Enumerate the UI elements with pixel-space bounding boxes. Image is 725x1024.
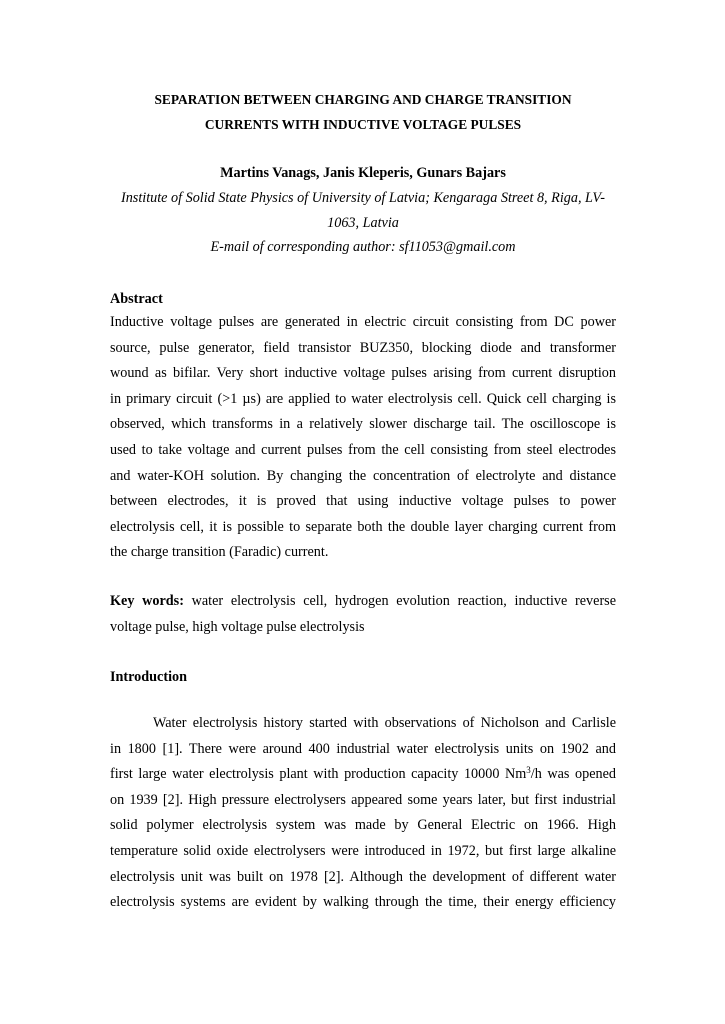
intro-line: in 1800 [1]. There were around 400 industrial water electrolysis units on 1902 and — [110, 740, 616, 757]
abstract-line: source, pulse generator, field transistor BUZ350, blocking diode and transformer — [110, 339, 616, 356]
intro-line: solid polymer electrolysis system was made by General Electric on 1966. High — [110, 817, 616, 834]
superscript: 3 — [526, 765, 531, 776]
keywords-line-1 — [110, 589, 616, 615]
keywords-line-2: voltage pulse, high voltage pulse electrolysis — [110, 618, 365, 635]
keywords-text-1: water electrolysis cell, hydrogen evolution reaction, inductive reverse — [183, 593, 616, 609]
abstract-line: in primary circuit (>1 µs) are applied to water electrolysis cell. Quick cell charging is — [110, 390, 616, 407]
affiliation — [110, 186, 616, 235]
abstract-line: between electrodes, it is proved that using inductive voltage pulses to power — [110, 493, 616, 510]
intro-line: on 1939 [2]. High pressure electrolysers appeared some years later, but first industrial — [110, 791, 616, 808]
author-list: Martins Vanags, Janis Kleperis, Gunars Bajars — [220, 165, 506, 181]
paper-title — [110, 87, 616, 137]
keywords — [110, 589, 616, 640]
abstract-line: Inductive voltage pulses are generated in electric circuit consisting from DC power — [110, 314, 616, 330]
intro-line: temperature solid oxide electrolysers were introduced in 1972, but first large alkaline — [110, 842, 616, 859]
title-line-1: SEPARATION BETWEEN CHARGING AND CHARGE TRANSITION — [154, 92, 572, 107]
intro-text: first large water electrolysis plant with production capacity 10000 Nm — [110, 766, 527, 783]
abstract-line: used to take voltage and current pulses from the cell consisting from steel electrodes — [110, 441, 616, 458]
introduction-body — [110, 711, 616, 916]
affiliation-line-1: Institute of Solid State Physics of University of Latvia; Kengaraga Street 8, Riga, LV- — [120, 190, 606, 206]
abstract-line: and water-KOH solution. By changing the concentration of electrolyte and distance — [110, 467, 616, 484]
intro-line: electrolysis unit was built on 1978 [2]. Although the development of different water — [110, 868, 616, 885]
abstract-line: electrolysis cell, it is possible to separate both the double layer charging current from — [110, 518, 616, 535]
abstract-line: observed, which transforms in a relatively slower discharge tail. The oscilloscope is — [110, 416, 616, 433]
abstract-body — [110, 310, 616, 566]
abstract-line: wound as bifilar. Very short inductive voltage pulses arising from current disruption — [110, 365, 616, 382]
intro-line: electrolysis systems are evident by walking through the time, their energy efficiency — [110, 894, 616, 911]
title-line-2: CURRENTS WITH INDUCTIVE VOLTAGE PULSES — [204, 117, 522, 132]
intro-text: /h was opened — [530, 766, 616, 783]
abstract-heading: Abstract — [110, 291, 163, 307]
affiliation-line-2: 1063, Latvia — [327, 214, 399, 231]
intro-line: Water electrolysis history started with observations of Nicholson and Carlisle — [153, 715, 616, 731]
introduction-heading: Introduction — [110, 669, 187, 685]
corresponding-email: E-mail of corresponding author: sf11053@gmail.com — [210, 239, 516, 255]
keywords-label: Key words: — [110, 593, 184, 609]
intro-line — [110, 762, 616, 788]
abstract-line: the charge transition (Faradic) current. — [110, 544, 329, 561]
